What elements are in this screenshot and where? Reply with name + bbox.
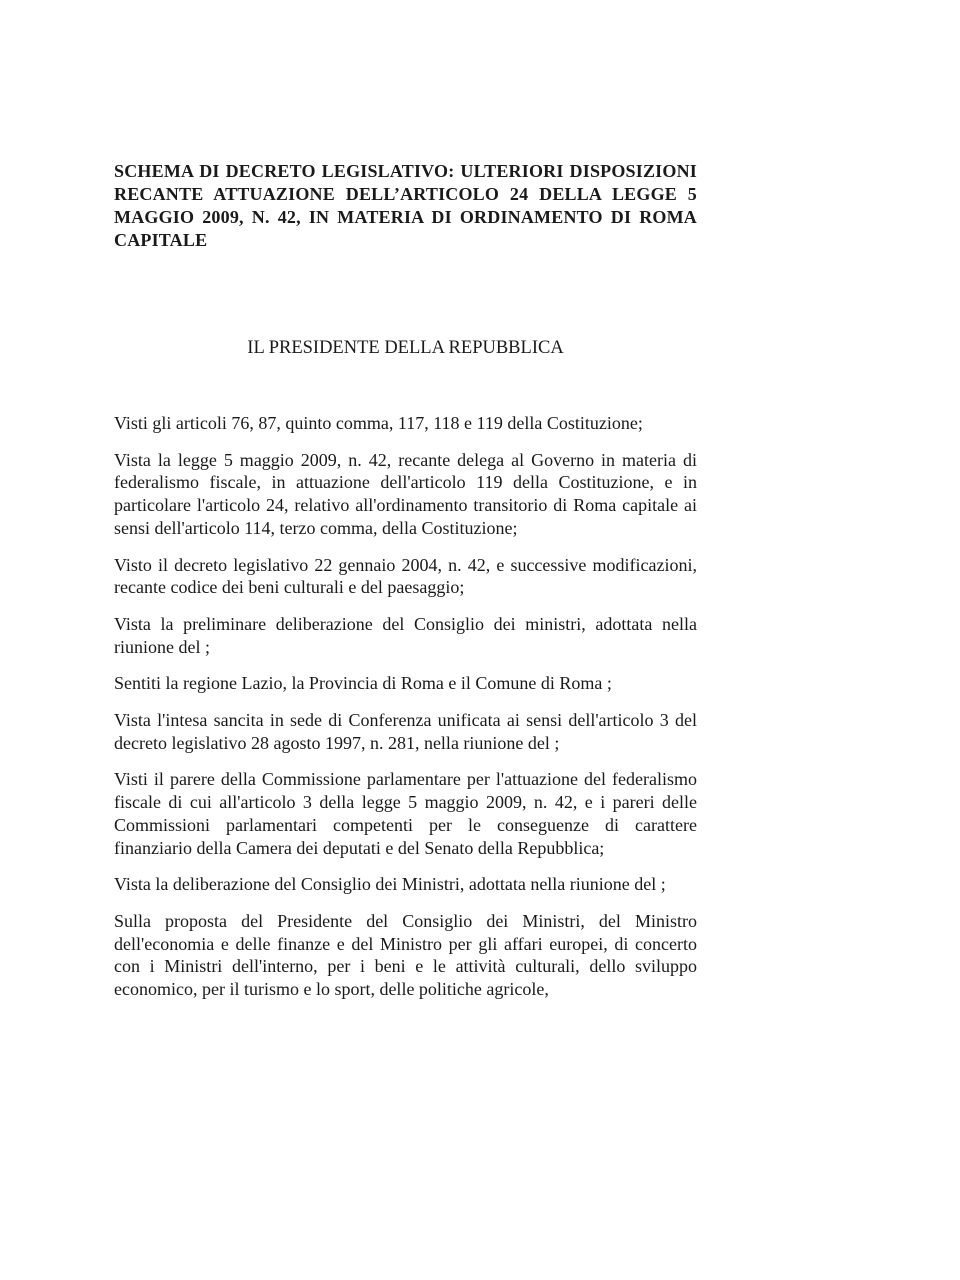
preamble-paragraph: Visto il decreto legislativo 22 gennaio 2004, n. 42, e successive modificazioni, recante codice dei beni culturali e del paesaggio; — [114, 554, 697, 598]
preamble-paragraph: Sentiti la regione Lazio, la Provincia di Roma e il Comune di Roma ; — [114, 673, 612, 694]
preamble-paragraph: Vista l'intesa sancita in sede di Conferenza unificata ai sensi dell'articolo 3 del decreto legislativo 28 agosto 1997, n. 281, nella riunione del ; — [114, 710, 697, 753]
document-body — [114, 160, 697, 1015]
document-title: SCHEMA DI DECRETO LEGISLATIVO: ULTERIORI DISPOSIZIONI RECANTE ATTUAZIONE DELL’ARTICOLO 24 DELLA LEGGE 5 MAGGIO 2009, N. 42, IN MATERIA DI ORDINAMENTO DI ROMA CAPITALE — [114, 161, 697, 250]
preamble — [114, 412, 697, 1001]
preamble-paragraph: Sulla proposta del Presidente del Consiglio dei Ministri, del Ministro dell'economia e delle finanze e del Ministro per gli affari europei, di concerto con i Ministri dell'interno, per i beni e le attività culturali, dello sviluppo economico, per il turismo e lo sport, delle politiche agricole, — [114, 910, 697, 1000]
issuing-authority: IL PRESIDENTE DELLA REPUBBLICA — [247, 338, 564, 358]
preamble-paragraph: Visti il parere della Commissione parlamentare per l'attuazione del federalismo fiscale di cui all'articolo 3 della legge 5 maggio 2009, n. 42, e i pareri delle Commissioni parlamentari competenti per le conseguenze di carattere finanziario della Camera dei deputati e del Senato della Repubblica; — [114, 769, 697, 858]
preamble-paragraph: Vista la legge 5 maggio 2009, n. 42, recante delega al Governo in materia di federalismo fiscale, in attuazione dell'articolo 119 della Costituzione, e in particolare l'articolo 24, relativo all'ordinamento transitorio di Roma capitale ai sensi dell'articolo 114, terzo comma, della Costituzione; — [114, 449, 697, 538]
preamble-paragraph: Vista la deliberazione del Consiglio dei Ministri, adottata nella riunione del ; — [114, 874, 666, 895]
preamble-paragraph: Vista la preliminare deliberazione del Consiglio dei ministri, adottata nella riunione del ; — [114, 613, 697, 657]
preamble-paragraph: Visti gli articoli 76, 87, quinto comma, 117, 118 e 119 della Costituzione; — [114, 413, 643, 433]
